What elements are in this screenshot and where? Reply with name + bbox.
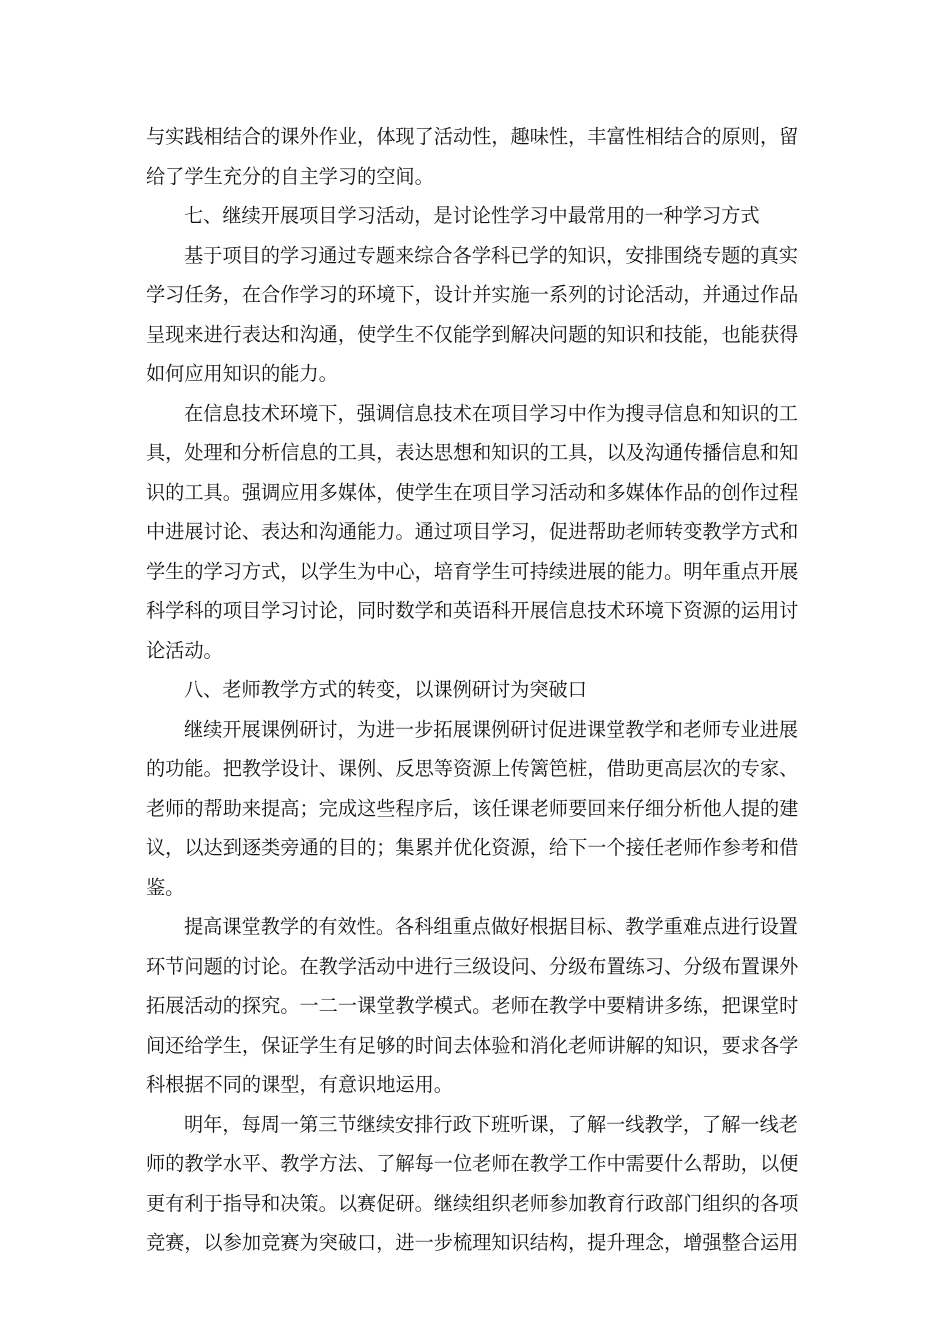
- text-line: 如何应用知识的能力。: [146, 362, 338, 385]
- text-line: 间还给学生，保证学生有足够的时间去体验和消化老师讲解的知识，要求各学: [146, 1033, 799, 1057]
- text-line: 与实践相结合的课外作业，体现了活动性，趣味性，丰富性相结合的原则，留: [146, 125, 799, 148]
- text-line: 学习任务，在合作学习的环境下，设计并实施一系列的讨论活动，并通过作品: [146, 283, 799, 306]
- text-line: 论活动。: [146, 638, 223, 662]
- text-line: 给了学生充分的自主学习的空间。: [146, 164, 434, 188]
- text-line: 七、继续开展项目学习活动，是讨论性学习中最常用的一种学习方式: [184, 204, 760, 227]
- text-line: 呈现来进行表达和沟通，使学生不仅能学到解决问题的知识和技能，也能获得: [146, 322, 799, 346]
- text-line: 科学科的项目学习讨论，同时数学和英语科开展信息技术环境下资源的运用讨: [146, 599, 799, 622]
- text-line: 基于项目的学习通过专题来综合各学科已学的知识，安排围绕专题的真实: [184, 243, 798, 267]
- text-line: 更有利于指导和决策。以赛促研。继续组织老师参加教育行政部门组织的各项: [146, 1191, 799, 1215]
- text-line: 提高课堂教学的有效性。各科组重点做好根据目标、教学重难点进行设置: [184, 915, 798, 938]
- text-line: 议，以达到逐类旁通的目的；集累并优化资源，给下一个接任老师作参考和借: [146, 836, 799, 859]
- text-line: 拓展活动的探究。一二一课堂教学模式。老师在教学中要精讲多练，把课堂时: [146, 994, 799, 1017]
- text-line: 科根据不同的课型，有意识地运用。: [146, 1073, 453, 1096]
- text-line: 鉴。: [146, 875, 185, 899]
- text-line: 八、老师教学方式的转变，以课例研讨为突破口: [184, 678, 587, 701]
- text-line: 中进展讨论、表达和沟通能力。通过项目学习，促进帮助老师转变教学方式和: [146, 520, 799, 543]
- text-line: 具，处理和分析信息的工具，表达思想和知识的工具，以及沟通传播信息和知: [146, 441, 799, 464]
- text-line: 竞赛，以参加竞赛为突破口，进一步梳理知识结构，提升理念，增强整合运用: [146, 1231, 799, 1254]
- text-line: 环节问题的讨论。在教学活动中进行三级设问、分级布置练习、分级布置课外: [146, 954, 799, 978]
- document-page: [146, 117, 799, 1263]
- text-line: 识的工具。强调应用多媒体，使学生在项目学习活动和多媒体作品的创作过程: [146, 480, 799, 504]
- text-line: 学生的学习方式，以学生为中心，培育学生可持续进展的能力。明年重点开展: [146, 559, 799, 583]
- text-line: 明年，每周一第三节继续安排行政下班听课，了解一线教学，了解一线老: [184, 1112, 798, 1136]
- text-line: 师的教学水平、教学方法、了解每一位老师在教学工作中需要什么帮助，以便: [146, 1152, 799, 1175]
- text-line: 在信息技术环境下，强调信息技术在项目学习中作为搜寻信息和知识的工: [184, 401, 798, 425]
- text-line: 继续开展课例研讨，为进一步拓展课例研讨促进课堂教学和老师专业进展: [184, 717, 798, 741]
- text-line: 的功能。把教学设计、课例、反思等资源上传篱笆桩，借助更高层次的专家、: [146, 757, 799, 780]
- text-line: 老师的帮助来提高；完成这些程序后，该任课老师要回来仔细分析他人提的建: [146, 796, 799, 820]
